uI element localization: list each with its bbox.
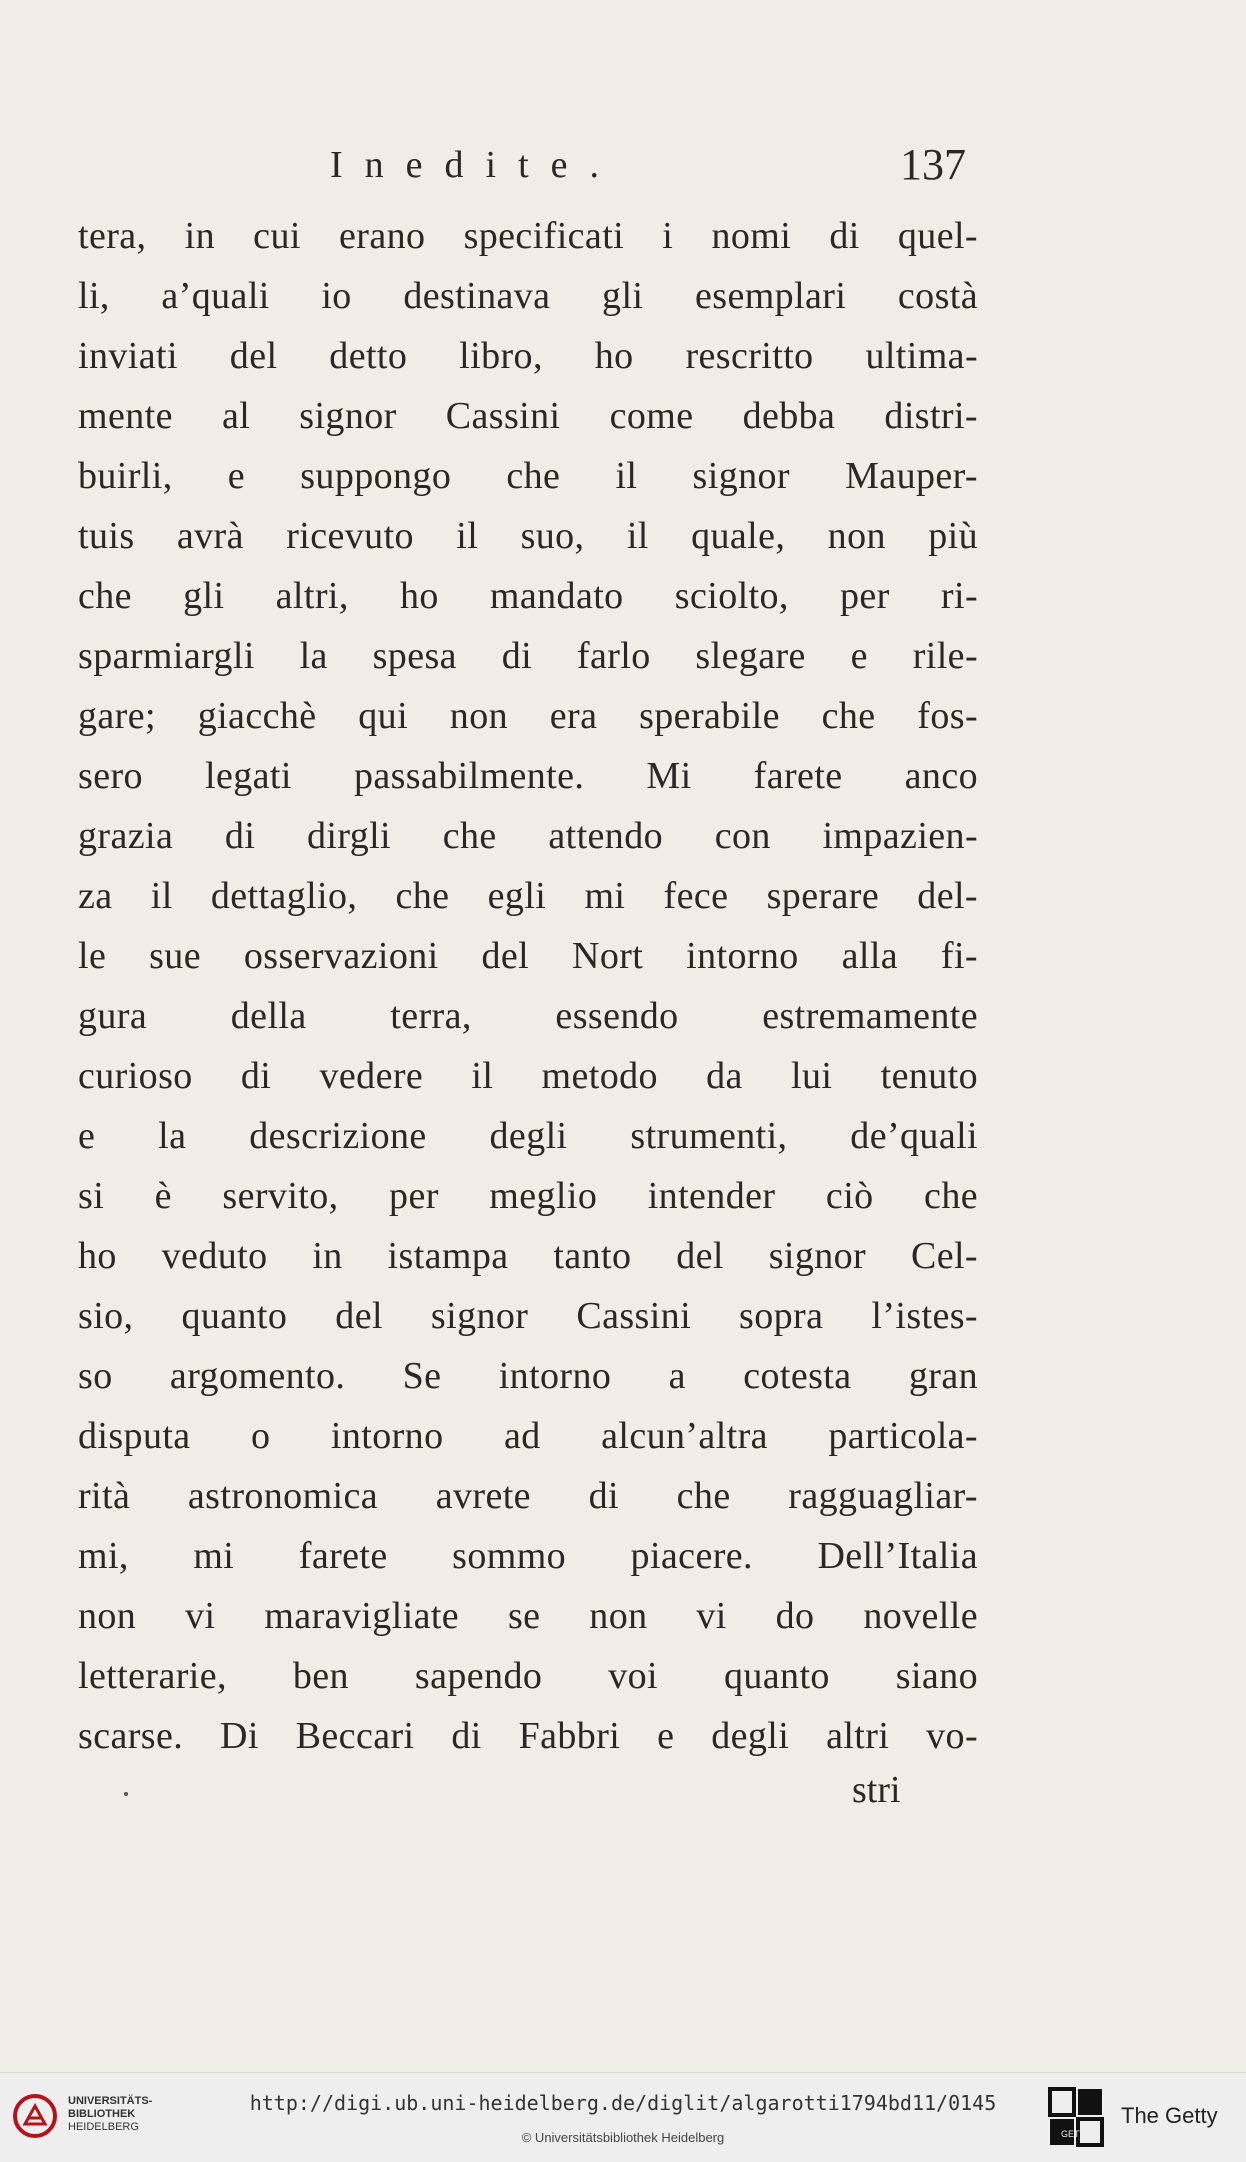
- text-line: letterarie, ben sapendo voi quanto siano: [78, 1655, 978, 1697]
- text-line: mente al signor Cassini come debba distri-: [78, 395, 978, 437]
- text-line: sio, quanto del signor Cassini sopra l’istes-: [78, 1295, 978, 1337]
- page-number: 137: [900, 140, 966, 189]
- running-title: Inedite.: [330, 144, 622, 186]
- getty-logo-icon[interactable]: [1048, 2087, 1104, 2147]
- text-line: disputa o intorno ad alcun’altra particola-: [78, 1415, 978, 1457]
- logo-line: HEIDELBERG: [68, 2121, 139, 2133]
- text-line: tera, in cui erano specificati i nomi di quel-: [78, 215, 978, 257]
- logo-line: BIBLIOTHEK: [68, 2108, 136, 2120]
- text-line: rità astronomica avrete di che ragguagliar-: [78, 1475, 978, 1517]
- text-line: so argomento. Se intorno a cotesta gran: [78, 1355, 978, 1397]
- text-line: si è servito, per meglio intender ciò che: [78, 1175, 978, 1217]
- permalink-url[interactable]: http://digi.ub.uni-heidelberg.de/diglit/algarotti1794bd11/0145: [249, 2091, 997, 2115]
- text-line: tuis avrà ricevuto il suo, il quale, non più: [78, 515, 978, 557]
- running-head: [0, 140, 1246, 203]
- text-line: gare; giacchè qui non era sperabile che fos-: [78, 695, 978, 737]
- text-line: li, a’quali io destinava gli esemplari costà: [78, 275, 978, 317]
- body-text: [78, 206, 978, 1766]
- text-line: e la descrizione degli strumenti, de’quali: [78, 1115, 978, 1157]
- text-line: inviati del detto libro, ho rescritto ultima-: [78, 335, 978, 377]
- text-line: buirli, e suppongo che il signor Mauper-: [78, 455, 978, 497]
- text-line: za il dettaglio, che egli mi fece sperare del-: [78, 875, 978, 917]
- getty-logo-text: GETTY: [1060, 2129, 1092, 2139]
- getty-label[interactable]: The Getty: [1121, 2103, 1218, 2128]
- text-line: mi, mi farete sommo piacere. Dell’Italia: [78, 1535, 978, 1577]
- ink-speck: [124, 1792, 128, 1796]
- text-line: ho veduto in istampa tanto del signor Cel-: [78, 1235, 978, 1277]
- text-line: grazia di dirgli che attendo con impazien-: [78, 815, 978, 857]
- catchword: stri: [852, 1769, 901, 1811]
- text-line: le sue osservazioni del Nort intorno alla fi-: [78, 935, 978, 977]
- text-line: sparmiargli la spesa di farlo slegare e rile-: [78, 635, 978, 677]
- viewer-footer: [0, 2072, 1246, 2162]
- text-line: curioso di vedere il metodo da lui tenuto: [78, 1055, 978, 1097]
- logo-line: UNIVERSITÄTS-: [68, 2095, 153, 2107]
- text-line: che gli altri, ho mandato sciolto, per ri-: [78, 575, 978, 617]
- copyright-notice: © Universitätsbibliothek Heidelberg: [521, 2130, 725, 2145]
- text-line: non vi maravigliate se non vi do novelle: [78, 1595, 978, 1637]
- text-line: scarse. Di Beccari di Fabbri e degli altri vo-: [78, 1715, 978, 1757]
- text-line: sero legati passabilmente. Mi farete anco: [78, 755, 978, 797]
- text-line: gura della terra, essendo estremamente: [78, 995, 978, 1037]
